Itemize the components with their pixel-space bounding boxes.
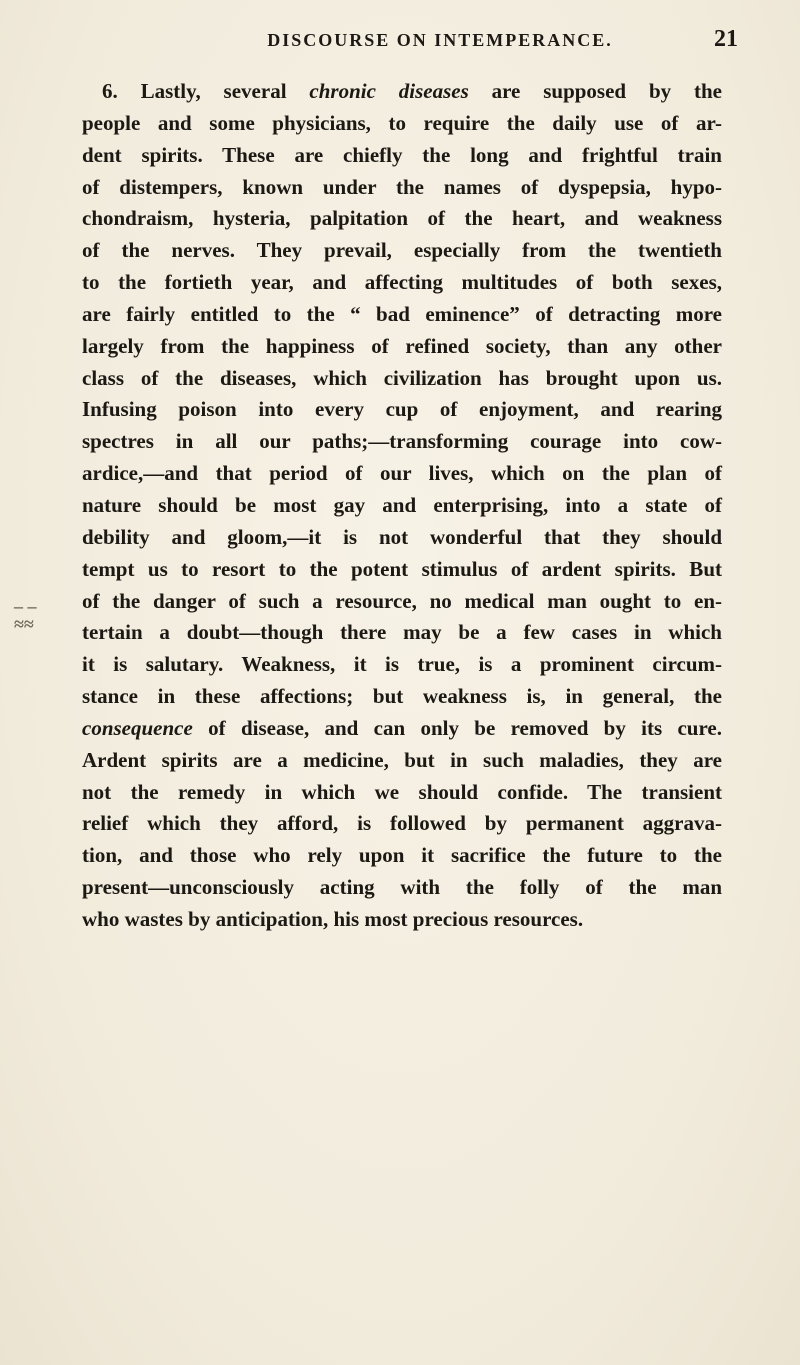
- text-segment: chondraism, hysteria, palpitation of the heart, and weakness: [82, 206, 722, 231]
- text-line: [82, 458, 722, 490]
- text-segment: not the remedy in which we should confide. The transient: [82, 779, 722, 804]
- text-segment: dent spirits. These are chiefly the long and frightful train: [82, 142, 722, 167]
- italic-text: consequence: [82, 715, 193, 740]
- text-segment: nature should be most gay and enterprising, into a state of: [82, 492, 722, 517]
- text-segment: class of the diseases, which civilization has brought upon us.: [82, 365, 722, 390]
- text-segment: Ardent spirits are a medicine, but in such maladies, they are: [82, 747, 722, 772]
- text-line: [82, 172, 722, 204]
- text-line: [82, 713, 722, 745]
- text-line: [82, 681, 722, 713]
- margin-mark: _ _: [14, 590, 37, 610]
- text-segment: largely from the happiness of refined society, than any other: [82, 333, 722, 358]
- text-segment: tempt us to resort to the potent stimulus of ardent spirits. But: [82, 556, 722, 581]
- text-line: [82, 586, 722, 618]
- text-segment: who wastes by anticipation, his most precious resources.: [82, 906, 584, 931]
- text-line: [82, 299, 722, 331]
- text-segment: relief which they afford, is followed by permanent aggrava-: [82, 811, 722, 836]
- text-segment: of distempers, known under the names of dyspepsia, hypo-: [82, 174, 722, 199]
- text-line: [82, 235, 722, 267]
- text-segment: are supposed by the: [468, 79, 722, 103]
- text-segment: present—unconsciously acting with the folly of the man: [82, 875, 722, 900]
- paragraph: [82, 76, 722, 936]
- text-line: [82, 426, 722, 458]
- text-line: [82, 554, 722, 586]
- text-segment: are fairly entitled to the “ bad eminence” of detracting more: [82, 301, 722, 326]
- text-line: [82, 363, 722, 395]
- text-line: [82, 140, 722, 172]
- text-segment: ardice,—and that period of our lives, which on the plan of: [82, 461, 722, 486]
- italic-text: chronic diseases: [309, 79, 469, 103]
- text-segment: of the nerves. They prevail, especially from the twentieth: [82, 238, 722, 263]
- text-line: [82, 203, 722, 235]
- text-segment: Infusing poison into every cup of enjoyment, and rearing: [82, 397, 722, 422]
- text-line: [82, 617, 722, 649]
- text-segment: of the danger of such a resource, no medical man ought to en-: [82, 588, 722, 613]
- margin-mark: ≈≈: [14, 614, 34, 634]
- text-line: [82, 331, 722, 363]
- text-line: [82, 394, 722, 426]
- page-number: 21: [714, 26, 738, 52]
- text-segment: stance in these affections; but weakness is, in general, the: [82, 684, 722, 709]
- text-line: [82, 745, 722, 777]
- text-segment: it is salutary. Weakness, it is true, is a prominent circum-: [82, 652, 722, 677]
- text-segment: tertain a doubt—though there may be a few cases in which: [82, 620, 722, 645]
- text-line: [82, 76, 722, 108]
- text-line: [82, 522, 722, 554]
- text-segment: to the fortieth year, and affecting multitudes of both sexes,: [82, 270, 722, 295]
- text-line: [82, 490, 722, 522]
- text-line: [82, 840, 722, 872]
- text-segment: 6. Lastly, several: [102, 79, 310, 103]
- text-segment: of disease, and can only be removed by its cure.: [192, 715, 722, 740]
- text-line: [82, 649, 722, 681]
- running-title: DISCOURSE ON INTEMPERANCE.: [267, 30, 613, 50]
- text-segment: people and some physicians, to require the daily use of ar-: [82, 110, 722, 135]
- text-segment: debility and gloom,—it is not wonderful that they should: [82, 524, 722, 549]
- text-line: [82, 904, 722, 936]
- text-line: [82, 108, 722, 140]
- text-line: [82, 872, 722, 904]
- text-segment: spectres in all our paths;—transforming courage into cow-: [82, 429, 722, 454]
- text-line: [82, 777, 722, 809]
- text-line: [82, 267, 722, 299]
- text-line: [82, 808, 722, 840]
- text-segment: tion, and those who rely upon it sacrifice the future to the: [82, 843, 722, 868]
